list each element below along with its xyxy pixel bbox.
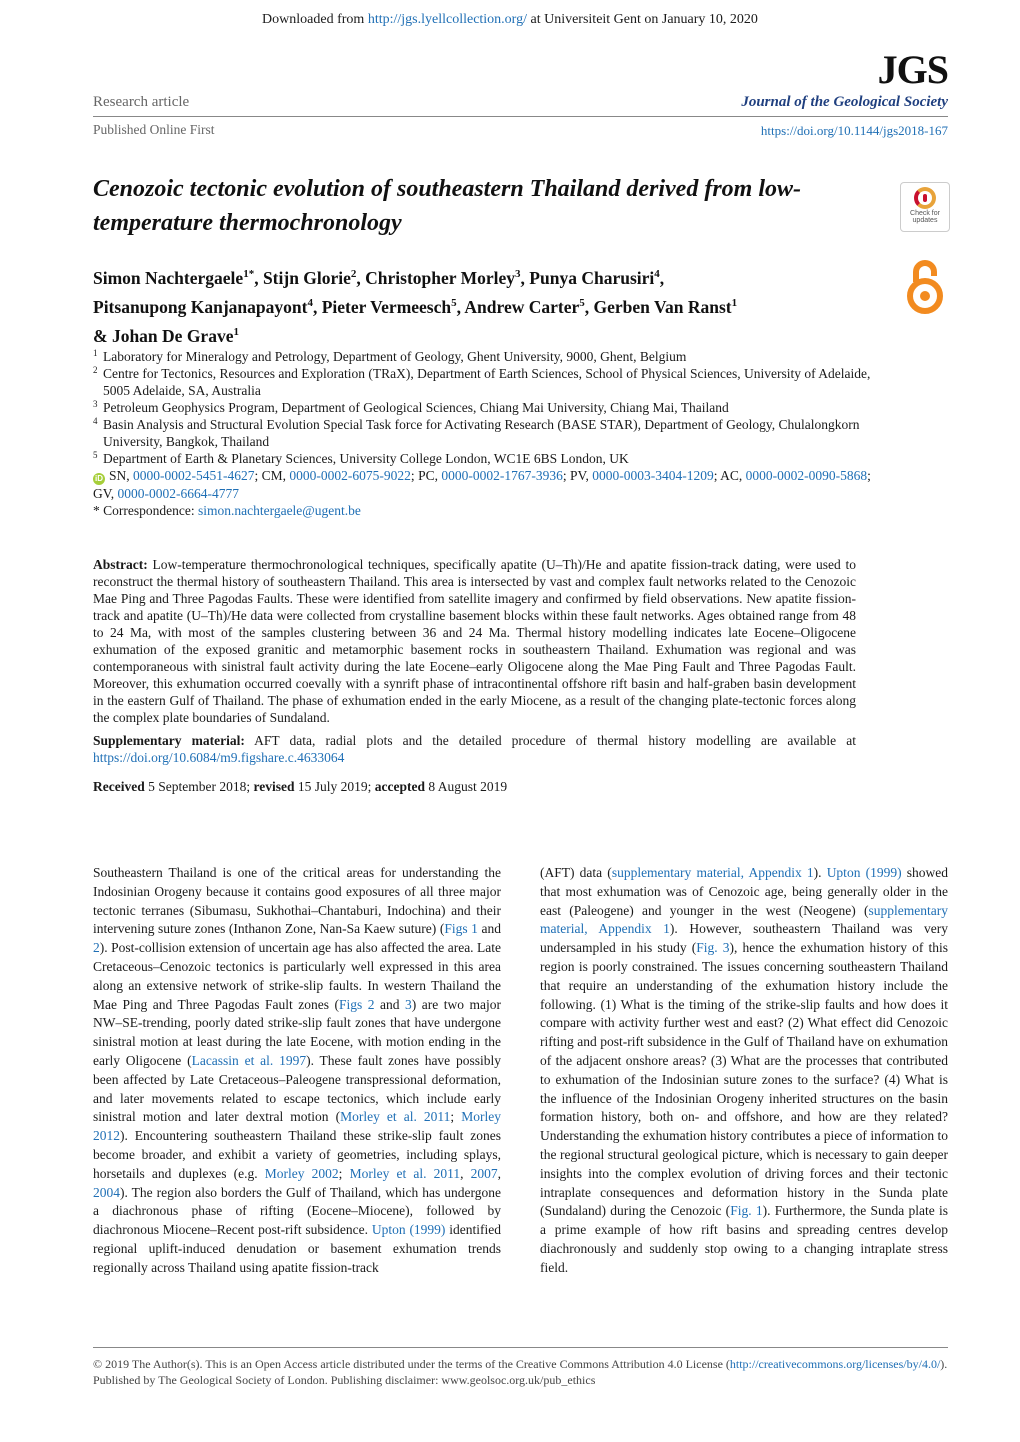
dates-line [93,778,856,795]
affiliation-text: Petroleum Geophysics Program, Department of Geological Sciences, Chiang Mai University, Chiang Mai, Thailand [103,400,729,415]
orcid-link[interactable]: 0000-0002-6075-9022 [289,468,411,483]
body-text: ) are two major NW–SE-trending, poorly dated strike-slip fault zones that have undergone sinistral motion at least during the late Eocene, with motion ending in the early Oligocene ( [93,996,502,1068]
citation-link[interactable]: Lacassin et al. 1997 [191,1052,307,1068]
affiliation-item [93,365,873,399]
affiliation-number: 5 [93,450,98,460]
author-name: Christopher Morley [365,267,516,288]
journal-logo: JGS [877,47,948,92]
orcid-author: CM [261,468,283,483]
license-text-1: © 2019 The Author(s). This is an Open Access article distributed under the terms of the Creative Commons Attribution 4.0 License ( [93,1357,730,1371]
author-affiliation-mark: 3 [515,268,521,280]
citation-link[interactable]: 3 [405,996,412,1012]
body-text: ), hence the exhumation history of this region is poorly constrained. The issues concerning southeastern Thailand that require an understanding of the exhumation history include the following. (1) What is the timing of the strike-slip faults and how does it compare with activity further west and east? (2) What effect did Cenozoic rifting and post-rift subsidence in the Gulf of Thailand have on exhumation of the adjacent onshore areas? (3) What are the processes that contributed to exhumation of the Indosinian suture zones to the surface? (4) What is the influence of the Indosinian Orogeny inherited structures on the basin formation history, both on- and offshore, and how are they related? Understanding the exhumation history contributes a piece of information to the regional structural geological picture, which is necessary to gain deeper insights into the complex evolution of driving forces and their tectonic intraplate consequences and deformation history in the Sunda plate (Sundaland) during the Cenozoic ( [540,940,949,1219]
download-link[interactable]: http://jgs.lyellcollection.org/ [367,12,527,27]
citation-link[interactable]: supplementary material, Appendix 1 [540,902,948,937]
affiliation-item [93,399,873,416]
author-affiliation-mark: 2 [350,268,357,280]
author-affiliation-mark: 5 [579,296,585,309]
body-text: ). These fault zones have possibly been affected by Late Cretaceous–Paleogene transpressional deformation, and later movements related to escape tectonics, which include early sinistral motion and later dextral motion ( [93,1052,501,1125]
orcid-separator: ; [254,468,262,483]
citation-link[interactable]: Morley et al. 2011 [340,1109,451,1125]
citation-link[interactable]: Figs 1 [444,921,478,937]
body-text: (AFT) data ( [540,865,612,880]
check-for-updates-badge[interactable] [900,182,950,232]
citation-link[interactable]: Upton (1999) [371,1222,446,1238]
body-text: ; [338,1165,350,1181]
affiliation-item [93,416,873,450]
published-online: Published Online First [93,122,215,137]
orcid-icon: iD [95,474,103,483]
orcid-link[interactable]: 0000-0002-5451-4627 [133,468,255,483]
citation-link[interactable]: Upton (1999) [826,865,902,880]
body-text: ). [813,865,827,880]
body-text: ). Encountering southeastern Thailand these strike-slip fault zones become broader, and exhibit a variety of geometries, including splays, horsetails and duplexes (e.g. [93,1128,501,1181]
revised-label: revised [253,779,295,794]
author-separator: , [254,267,263,288]
author-name: Pitsanupong Kanjanapayont [93,296,308,317]
download-prefix: Downloaded from [262,12,368,27]
author-separator: , [520,267,530,288]
download-suffix: at Universiteit Gent on January 10, 2020 [526,12,758,27]
article-type: Research article [93,94,190,110]
affiliation-text: Basin Analysis and Structural Evolution Special Task force for Activating Research (BASE STAR), Department of Geology, Chulalongkorn University, Bangkok, Thailand [103,417,860,449]
citation-link[interactable]: Figs 2 [338,996,375,1012]
author-separator: , [584,296,594,317]
body-text: and [477,921,502,937]
author-list [93,262,873,348]
body-text: ). Furthermore, the Sunda plate is a prime example of how rift basins and spreading centres develop diachronously and suddenly stop owing to a changing intraplate stress field. [540,1203,949,1275]
author-name: Stijn Glorie [262,267,351,288]
author-name: Gerben Van Ranst [593,296,732,317]
license-text-2: ). Published by The Geological Society of London. Publishing disclaimer: www.geolsoc.org.uk/pub_ethics [93,1357,948,1387]
author-affiliation-mark: 1 [731,296,738,309]
author-affiliation-mark: 4 [307,296,313,309]
author-affiliation-mark: 1 [233,325,239,338]
citation-link[interactable]: Morley 2012 [93,1109,501,1144]
license-link[interactable]: http://creativecommons.org/licenses/by/4.0/ [729,1357,941,1371]
abstract-label: Abstract: [93,557,148,572]
author-affiliation-mark: 4 [654,268,660,280]
crossmark-icon [914,187,936,209]
citation-link[interactable]: Fig. 1 [730,1203,763,1219]
orcid-author: PV [569,468,586,483]
supplementary-paragraph [93,732,856,766]
open-access-icon [905,258,945,323]
affiliations [93,348,873,519]
check-for-updates-label: Check for updates [910,210,940,224]
orcid-link[interactable]: 0000-0002-0090-5868 [745,468,868,483]
affiliation-number: 3 [93,399,98,409]
orcid-author: AC [720,468,739,483]
orcid-author: PC [418,468,435,483]
orcid-line: iD SN, 0000-0002-5451-4627; CM, 0000-0002-6075-9022; PC, 0000-0002-1767-3936; PV, 0000-0003-3404-1209; AC, 0000-0002-0090-5868; GV, 0000-0002-6664-4777 [93,468,871,501]
author-name: Andrew Carter [464,296,580,317]
body-text: Southeastern Thailand is one of the critical areas for understanding the Indosinian Orogeny because it contains good exposures of all three major tectonic terranes (Sibumasu, Sukhothai–Chantaburi, Indochina) and their intervening suture zones (Inthanon Zone, Nan-Sa Kaew suture) ( [93,865,501,937]
supplementary-link[interactable]: https://doi.org/10.6084/m9.figshare.c.4633064 [93,750,345,765]
body-text: , [460,1165,471,1181]
body-text: ). However, southeastern Thailand was very undersampled in his study ( [540,921,948,956]
author-name: Pieter Vermeesch [321,296,452,317]
download-notice [0,12,1020,28]
article-doi-link[interactable]: https://doi.org/10.1144/jgs2018-167 [760,123,948,138]
correspondence-email[interactable]: simon.nachtergaele@ugent.be [197,503,361,518]
article-title: Cenozoic tectonic evolution of southeastern Thailand derived from low-temperature thermochronology [93,176,801,236]
correspondence-label: * Correspondence: [93,503,198,518]
supplementary-label: Supplementary material: [93,733,245,748]
orcid-author: GV [93,486,111,501]
citation-link[interactable]: 2 [93,940,100,956]
author-name: & Johan De Grave [93,325,234,346]
author-separator: , [456,296,465,317]
body-column-left [93,864,501,1278]
affiliation-text: Centre for Tectonics, Resources and Exploration (TRaX), Department of Earth Sciences, School of Physical Sciences, University of Adelaide, 5005 Adelaide, SA, Australia [103,366,871,398]
received-label: Received [93,779,145,794]
footer-divider [93,1347,948,1348]
revised-date: 15 July 2019; [294,779,375,794]
journal-name: Journal of the Geological Society [741,94,948,110]
orcid-link[interactable]: 0000-0002-6664-4777 [117,486,240,501]
author-separator: , [312,296,322,317]
citation-link[interactable]: supplementary material, Appendix 1 [611,865,814,880]
header-divider [93,116,948,117]
affiliation-number: 2 [93,365,98,375]
body-text: ). The region also borders the Gulf of Thailand, which has undergone a diachronous phase of rifting (Eocene–Miocene), followed by diachronous Miocene–Recent post-rift subsidence. [93,1184,501,1238]
citation-link[interactable]: Morley et al. 2011 [349,1165,461,1181]
author-name: Simon Nachtergaele [93,267,244,288]
citation-link[interactable]: 2007 [470,1165,498,1181]
abstract-block [93,556,856,801]
orcid-separator: ; [410,468,419,483]
author-affiliation-mark: 5 [451,296,457,309]
author-name: Punya Charusiri [529,267,655,288]
body-text: and [374,996,406,1012]
license-footer [93,1356,948,1388]
body-text: showed that most exhumation was of Cenozoic age, being generally older in the east (Paleogene) and younger in the west (Neogene) ( [540,865,949,918]
affiliation-text: Department of Earth & Planetary Sciences, University College London, WC1E 6BS London, UK [103,451,629,466]
abstract-paragraph [93,556,856,726]
orcid-separator: ; [713,468,718,483]
body-text: identified regional uplift-induced denudation or basement exhumation trends regionally across Thailand using apatite fission-track [93,1222,501,1275]
orcid-link[interactable]: 0000-0003-3404-1209 [592,468,714,483]
author-separator: , [659,267,665,288]
supplementary-text: AFT data, radial plots and the detailed procedure of thermal history modelling are available at [244,733,856,748]
accepted-label: accepted [374,779,425,794]
orcid-separator: ; [562,468,570,483]
orcid-separator: ; [867,468,871,483]
affiliation-number: 4 [93,416,98,426]
citation-link[interactable]: Fig. 3 [696,940,730,956]
author-separator: , [356,267,366,288]
abstract-text: Low-temperature thermochronological techniques, specifically apatite (U–Th)/He and apatite fission-track dating, were used to reconstruct the thermal history of southeastern Thailand. This area is intersected by vast and complex fault networks related to the Cenozoic Mae Ping and Three Pagodas Faults. These were identified from satellite imagery and confirmed by field observations. New apatite fission-track and apatite (U–Th)/He data were collected from crystalline basement blocks within these fault networks. Ages obtained range from 48 to 24 Ma, with most of the samples clustering between 36 and 24 Ma. Thermal history modelling indicates late Eocene–Oligocene exhumation of the exposed granitic and metamorphic basement rocks in southeastern Thailand. Exhumation was regional and was contemporaneous with sinistral fault activity during the late Eocene–early Oligocene along the Mae Ping Fault and Three Pagodas Fault. Moreover, this exhumation occurred coevally with a synrift phase of intracontinental offshore rift basin and half-graben basin development in the eastern Gulf of Thailand. The phase of exhumation ended in the early Miocene, as a result of the changing plate-tectonic forces along the complex plate boundaries of Sundaland. [93,557,856,725]
affiliation-text: Laboratory for Mineralogy and Petrology, Department of Geology, Ghent University, 9000, Ghent, Belgium [103,349,687,364]
affiliation-item [93,450,873,467]
affiliation-number: 1 [93,348,98,358]
accepted-date: 8 August 2019 [424,779,508,794]
body-text: ; [450,1109,462,1125]
body-text: ). Post-collision extension of uncertain age has also affected the area. Late Cretaceous–Cenozoic tectonics is particularly well expressed in this area along an extensive network of strike-slip faults. In western Thailand the Mae Ping and Three Pagodas Fault zones ( [93,940,501,1012]
body-text: , [497,1165,501,1181]
received-date: 5 September 2018; [144,779,254,794]
citation-link[interactable]: 2004 [93,1184,120,1200]
body-column-right [540,864,948,1278]
citation-link[interactable]: Morley 2002 [264,1165,339,1181]
correspondence [93,502,873,519]
orcid-author: SN [109,468,127,483]
orcid-link[interactable]: 0000-0002-1767-3936 [441,468,563,483]
author-affiliation-mark: 1* [243,268,255,280]
affiliation-item [93,348,873,365]
